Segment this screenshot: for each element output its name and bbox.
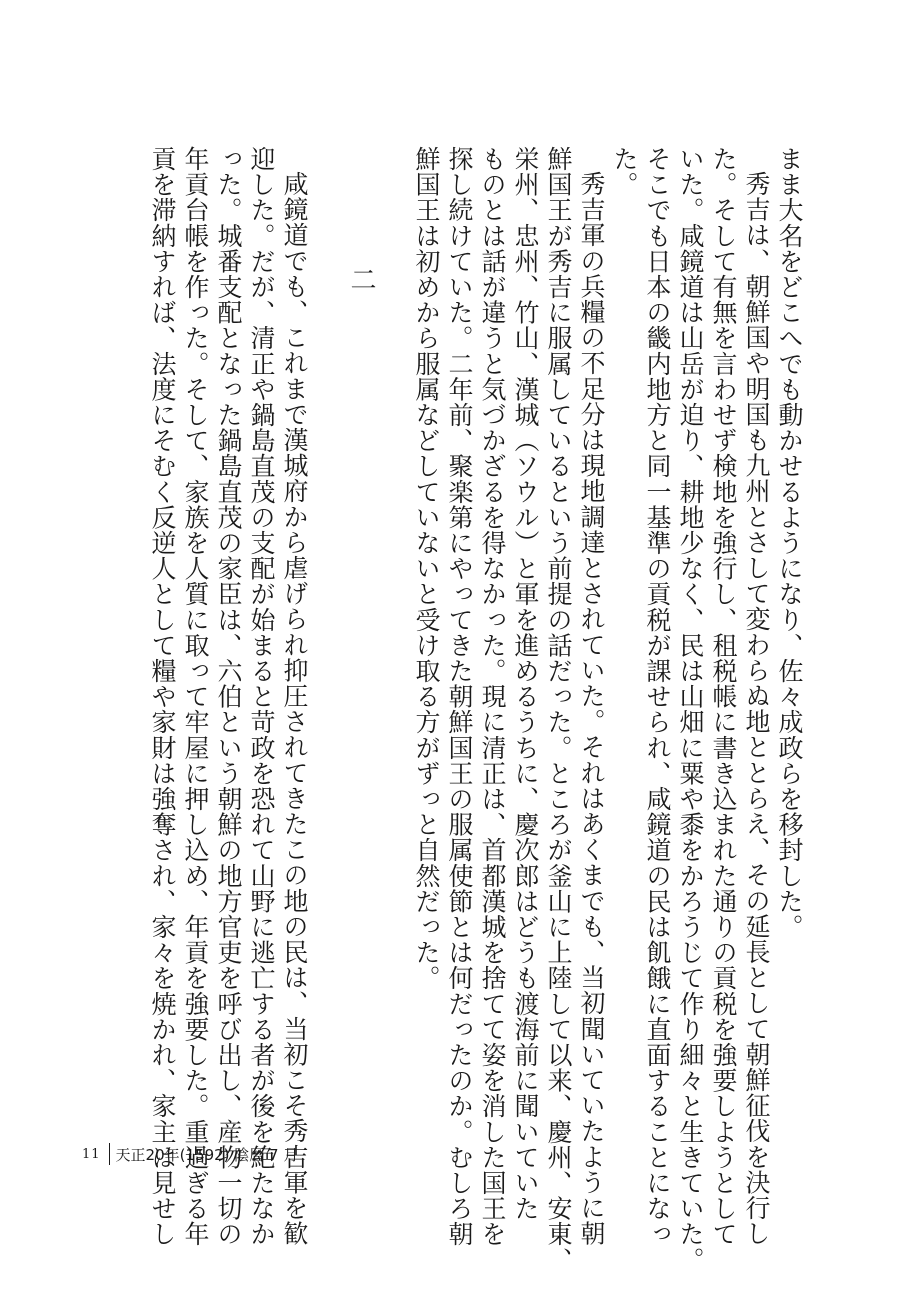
text-line: た。そして有無を言わせず検地を強行し、租税帳に書き込まれた通りの貢税を強要しようとして: [709, 146, 738, 1247]
paragraph: [410, 146, 608, 1273]
text-line: 探し続けていた。二年前、聚楽第にやってきた朝鮮国王の服属使節とは何だったのか。むしろ朝: [445, 146, 474, 1247]
text-line: 秀吉軍の兵糧の不足分は現地調達とされていた。それはあくまでも、当初聞いていたように朝: [577, 171, 606, 1247]
running-head: 天正20年(1592) 陰暦 7 月: [115, 1145, 299, 1164]
text-line: 鮮国王は初めから服属などしていないと受け取る方がずっと自然だった。: [412, 146, 441, 991]
text-line: 栄州、忠州、竹山、漢城（ソウル）と軍を進めるうちに、慶次郎はどうも渡海前に聞いていた: [511, 146, 540, 1222]
section-gap: [377, 146, 410, 1146]
text-line: ものとは話が違うと気づかざるを得なかった。現に清正は、首都漢城を捨てて姿を消した国王を: [478, 146, 507, 1247]
text-line: った。城番支配となった鍋島直茂の家臣は、六伯という朝鮮の地方官吏を呼び出し、産物一切の: [214, 146, 243, 1247]
text-line: 秀吉は、朝鮮国や明国も九州とさして変わらぬ地ととらえ、その延長として朝鮮征伐を決行し: [742, 171, 771, 1247]
page-number: 11: [82, 1146, 101, 1162]
text-line: いた。咸鏡道は山岳が迫り、耕地少なく、民は山畑に粟や黍をかろうじて作り細々と生きていた。: [676, 146, 705, 1273]
page-footer: [82, 1140, 298, 1168]
text-line: 年貢台帳を作った。そして、家族を人質に取って牢屋に押し込め、年貢を強要した。重過ぎる年: [181, 146, 210, 1247]
section-heading: 二: [346, 266, 376, 293]
text-line: 貢を滞納すれば、法度にそむく反逆人として糧や家財は強奪され、家々を焼かれ、家主は見せし: [148, 146, 177, 1247]
text-line: 咸鏡道でも、これまで漢城府から虐げられ抑圧されてきたこの地の民は、当初こそ秀吉軍を歓: [280, 171, 309, 1247]
section-gap: [311, 146, 344, 1146]
text-line: 迎した。だが、清正や鍋島直茂の支配が始まると苛政を恐れて山野に逃亡する者が後を絶たなか: [247, 146, 276, 1247]
text-line: た。: [610, 146, 639, 198]
text-line: そこでも日本の畿内地方と同一基準の貢税が課せられ、咸鏡道の民は飢餓に直面することになっ: [643, 146, 672, 1247]
text-line: まま大名をどこへでも動かせるようになり、佐々成政らを移封した。: [775, 146, 804, 940]
paragraph: [608, 146, 773, 1273]
text-line: 鮮国王が秀吉に服属しているという前提の話だった。ところが釜山に上陸して以来、慶州、安東、: [544, 146, 573, 1273]
footer-divider: [109, 1143, 110, 1165]
paragraph: [773, 146, 806, 1146]
